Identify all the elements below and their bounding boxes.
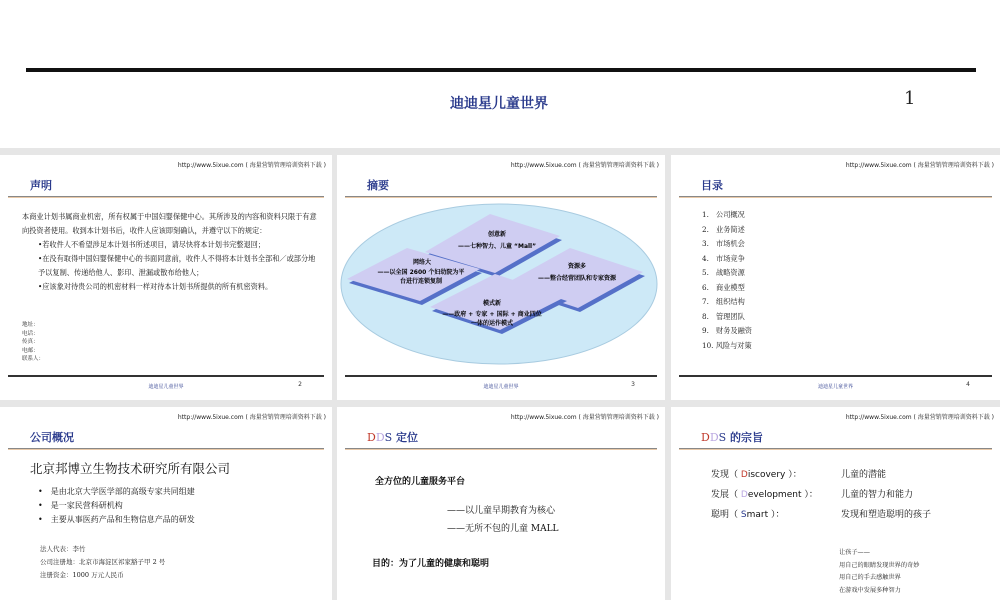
header-url: http://www.5ixue.com ( 海量营销管理培训资料下载 ) [845,414,994,421]
quadrant-right-head: 资源多 [567,263,586,270]
footer-rule [679,375,992,377]
contact-label: 传真： [22,339,39,345]
slide-title: DDS 定位 [367,431,419,444]
contact-label: 电邮： [22,347,39,354]
company-bullet: • 是一家民营科研机构 [38,501,123,510]
title-rule [26,68,976,72]
contact-label: 电话： [22,330,39,337]
slide-title: 目录 [701,179,723,192]
toc-item[interactable]: 3. 市场机会 [702,239,745,248]
poem-line: 在游戏中发展多种智力 [839,586,901,594]
quadrant-bottom-body: ——政府 + 专家 + 国际 + 商业四位一体的运作模式 [442,311,542,327]
slide-2[interactable] [0,155,332,400]
mission-row: 发展（ Development ）： 儿童的智力和能力 [711,490,914,500]
slide-title: 声明 [30,179,52,192]
footer-title: 迪迪星儿童世界 [817,384,853,390]
slide-5[interactable] [0,407,332,600]
title-divider [345,196,657,197]
toc-item[interactable]: 9. 财务及融资 [702,326,752,335]
toc-item[interactable]: 4. 市场竞争 [702,253,745,263]
page-number: 4 [966,381,970,388]
positioning-headline: 全方位的儿童服务平台 [375,477,466,487]
notice-bullet: •若收件人不希望涉足本计划书所述项目，请尽快将本计划书完整退回； [38,240,266,249]
poem-line: 让孩子—— [839,549,870,556]
title-divider [679,196,992,197]
positioning-sub: ——无所不包的儿童 MALL [447,524,559,534]
slide-title: 迪迪星儿童世界 [450,96,548,112]
slide-3[interactable] [337,155,665,400]
title-divider [8,448,324,449]
company-name: 北京邦博立生物技术研究所有限公司 [30,461,231,476]
quadrant-bottom-head: 模式新 [482,300,501,307]
page-number: 1 [904,88,916,109]
toc-item[interactable]: 7. 组织结构 [702,297,745,306]
mission-row: 聪明（ Smart ）： 发现和塑造聪明的孩子 [711,510,932,520]
notice-paragraph: 本商业计划书属商业机密，所有权属于中国妇婴保健中心。其所涉及的内容和资料只限于有意向投资者使用。收到本计划书后，收件人应该即刻确认，并遵守以下的规定： [22,212,317,235]
quadrant-left-body: ——以全国 2600 个妇幼院为平台进行连锁复制 [377,269,465,285]
mission-row: 发现（ Discovery ）： 儿童的潜能 [711,470,887,480]
company-bullet: • 是由北京大学医学部的高级专家共同组建 [38,487,195,496]
toc-item[interactable]: 1. 公司概况 [702,210,745,219]
quadrant-top-head: 创意新 [487,231,506,238]
registered-address: 公司注册地：北京市海淀区祁家豁子甲 2 号 [40,558,166,566]
toc-item[interactable]: 6. 商业模型 [702,282,745,292]
quadrant-top-body: ——七种智力、儿童 “Mall” [457,243,537,250]
registered-capital: 注册资金：1000 万元人民币 [40,571,124,579]
quadrant-right-body: ——整合经营团队和专家资源 [537,275,616,282]
header-url: http://www.5ixue.com ( 海量营销管理培训资料下载 ) [177,414,326,421]
footer-title: 迪迪星儿童世界 [483,384,519,390]
company-bullet: • 主要从事医药产品和生物信息产品的研发 [38,515,195,524]
title-divider [8,196,324,197]
header-url: http://www.5ixue.com ( 海量营销管理培训资料下载 ) [177,162,326,169]
slide-4[interactable] [671,155,1000,400]
toc-item[interactable]: 2. 业务简述 [702,224,745,234]
toc-item[interactable]: 8. 管理团队 [702,311,745,321]
poem-line: 用自己的手去感触世界 [839,574,901,581]
positioning-goal: 目的：为了儿童的健康和聪明 [372,559,490,569]
slide-title: 公司概况 [30,431,74,444]
poem-line: 用自己的眼睛发现世界的奇妙 [839,561,920,569]
quadrant-left-head: 网络大 [412,259,431,266]
header-url: http://www.5ixue.com ( 海量营销管理培训资料下载 ) [845,162,994,169]
notice-bullet: •在没有取得中国妇婴保健中心的书面同意前，收件人不得将本计划书全部和／或部分地予以复制、传递给他人、影印、泄漏或散布给他人； [38,254,316,277]
notice-bullet: •应该象对待贵公司的机密材料一样对待本计划书所提供的所有机密资料。 [38,282,273,291]
title-divider [345,448,657,449]
slide-title: DDS 的宗旨 [701,431,764,444]
toc-item[interactable]: 5. 战略资源 [702,268,745,277]
positioning-sub: ——以儿童早期教育为核心 [447,506,556,516]
legal-rep: 法人代表：李竹 [40,545,86,553]
title-divider [679,448,992,449]
slide-1[interactable] [0,0,1000,148]
contact-label: 地址： [22,322,39,328]
contact-label: 联系人： [22,356,45,362]
toc-item[interactable]: 10. 风险与对策 [702,340,752,350]
slide-title: 摘要 [367,179,389,192]
page-number: 3 [631,381,635,388]
footer-rule [8,375,324,377]
page-number: 2 [298,381,302,388]
header-url: http://www.5ixue.com ( 海量营销管理培训资料下载 ) [510,162,659,169]
footer-title: 迪迪星儿童世界 [148,384,184,390]
header-url: http://www.5ixue.com ( 海量营销管理培训资料下载 ) [510,414,659,421]
footer-rule [345,375,657,377]
slide-6[interactable] [337,407,665,600]
slide-7[interactable] [671,407,1000,600]
